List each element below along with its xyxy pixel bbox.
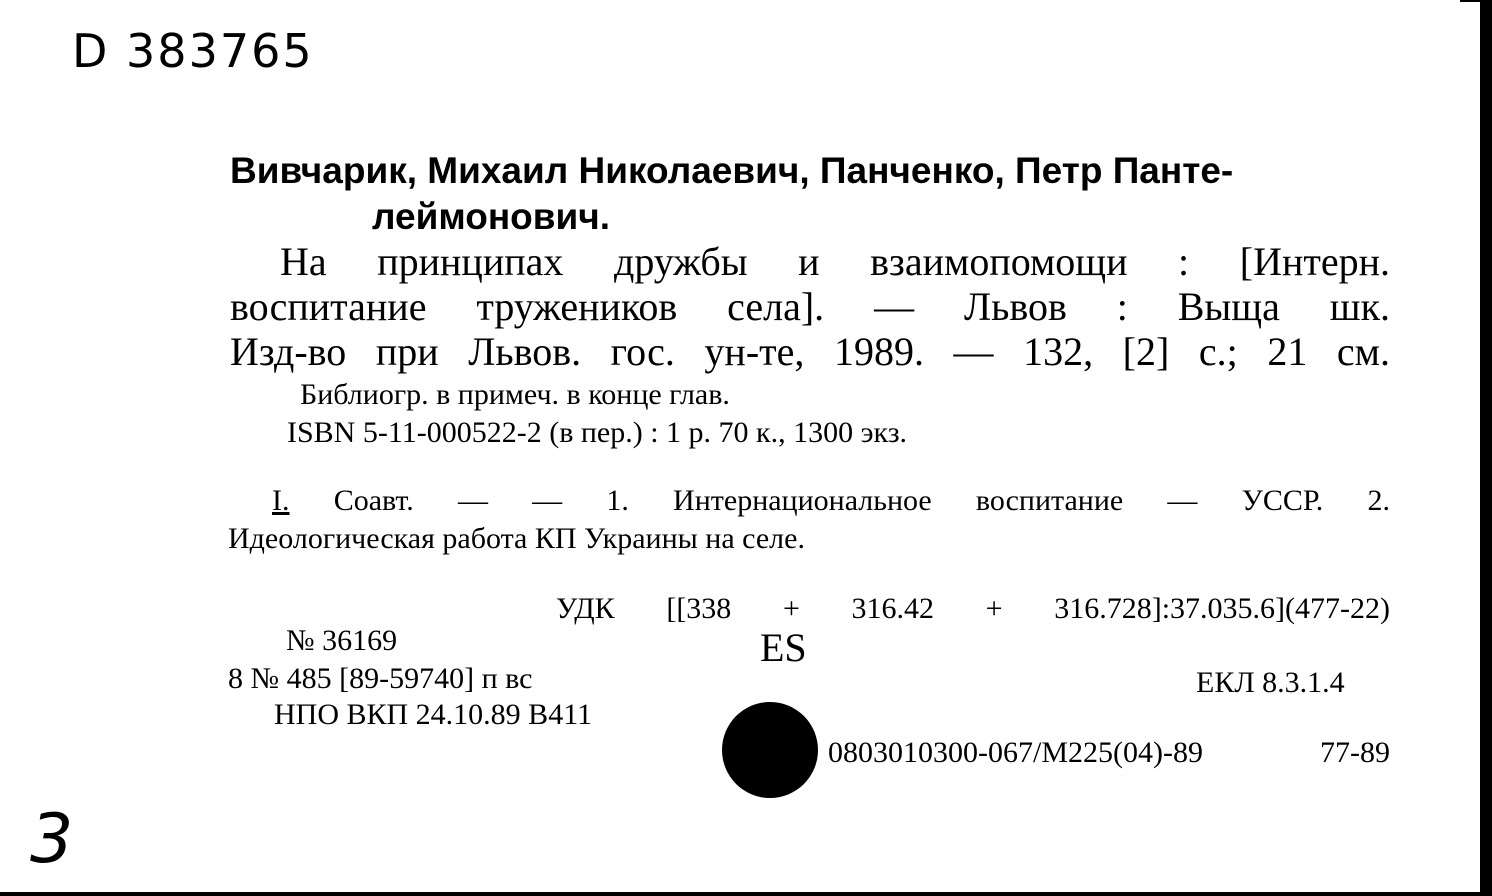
title-line-3: Изд-во при Львов. гос. ун-те, 1989. — 132, [2] с.; 21 см.	[230, 329, 1390, 374]
author-line-2: леймонович.	[372, 196, 611, 237]
call-number: D 383765	[72, 24, 314, 78]
card-bottom-edge	[0, 892, 1492, 896]
isbn-line: ISBN 5-11-000522-2 (в пер.) : 1 р. 70 к., 1300 экз.	[287, 416, 908, 449]
ekl-code: ЕКЛ 8.3.1.4	[1196, 666, 1345, 699]
es-mark: ES	[760, 625, 807, 670]
title-line-2: воспитание тружеников села]. — Львов : Выща шк.	[230, 284, 1390, 329]
handwritten-page-mark: 3	[30, 800, 74, 879]
publication-code: 0803010300-067/М225(04)-89 77-89	[828, 736, 1390, 769]
author-line-1	[230, 150, 1390, 192]
author-line-1-text: Вивчарик, Михаил Николаевич, Панченко, Петр Панте-	[230, 150, 1234, 191]
card-number: № 36169	[286, 624, 398, 657]
bibliography-note: Библиогр. в примеч. в конце глав.	[300, 378, 730, 411]
npo-line: НПО ВКП 24.10.89 В411	[274, 698, 593, 731]
subjects-line-1-text: Соавт. — — 1. Интернациональное воспитание — УССР. 2.	[289, 484, 1390, 517]
udk-line: УДК [[338 + 316.42 + 316.728]:37.035.6](477-22)	[556, 592, 1390, 625]
subjects-line-2: Идеологическая работа КП Украины на селе.	[228, 522, 805, 555]
filled-dot-mark	[722, 702, 818, 798]
subjects-line-1	[272, 484, 1390, 518]
scan-speck	[1460, 0, 1480, 2]
subject-entry-number: I.	[272, 484, 290, 517]
card-edge-shadow	[1480, 0, 1492, 896]
order-line: 8 № 485 [89-59740] п вс	[228, 662, 533, 695]
title-line-1: На принципах дружбы и взаимопомощи : [Интерн.	[280, 239, 1390, 284]
